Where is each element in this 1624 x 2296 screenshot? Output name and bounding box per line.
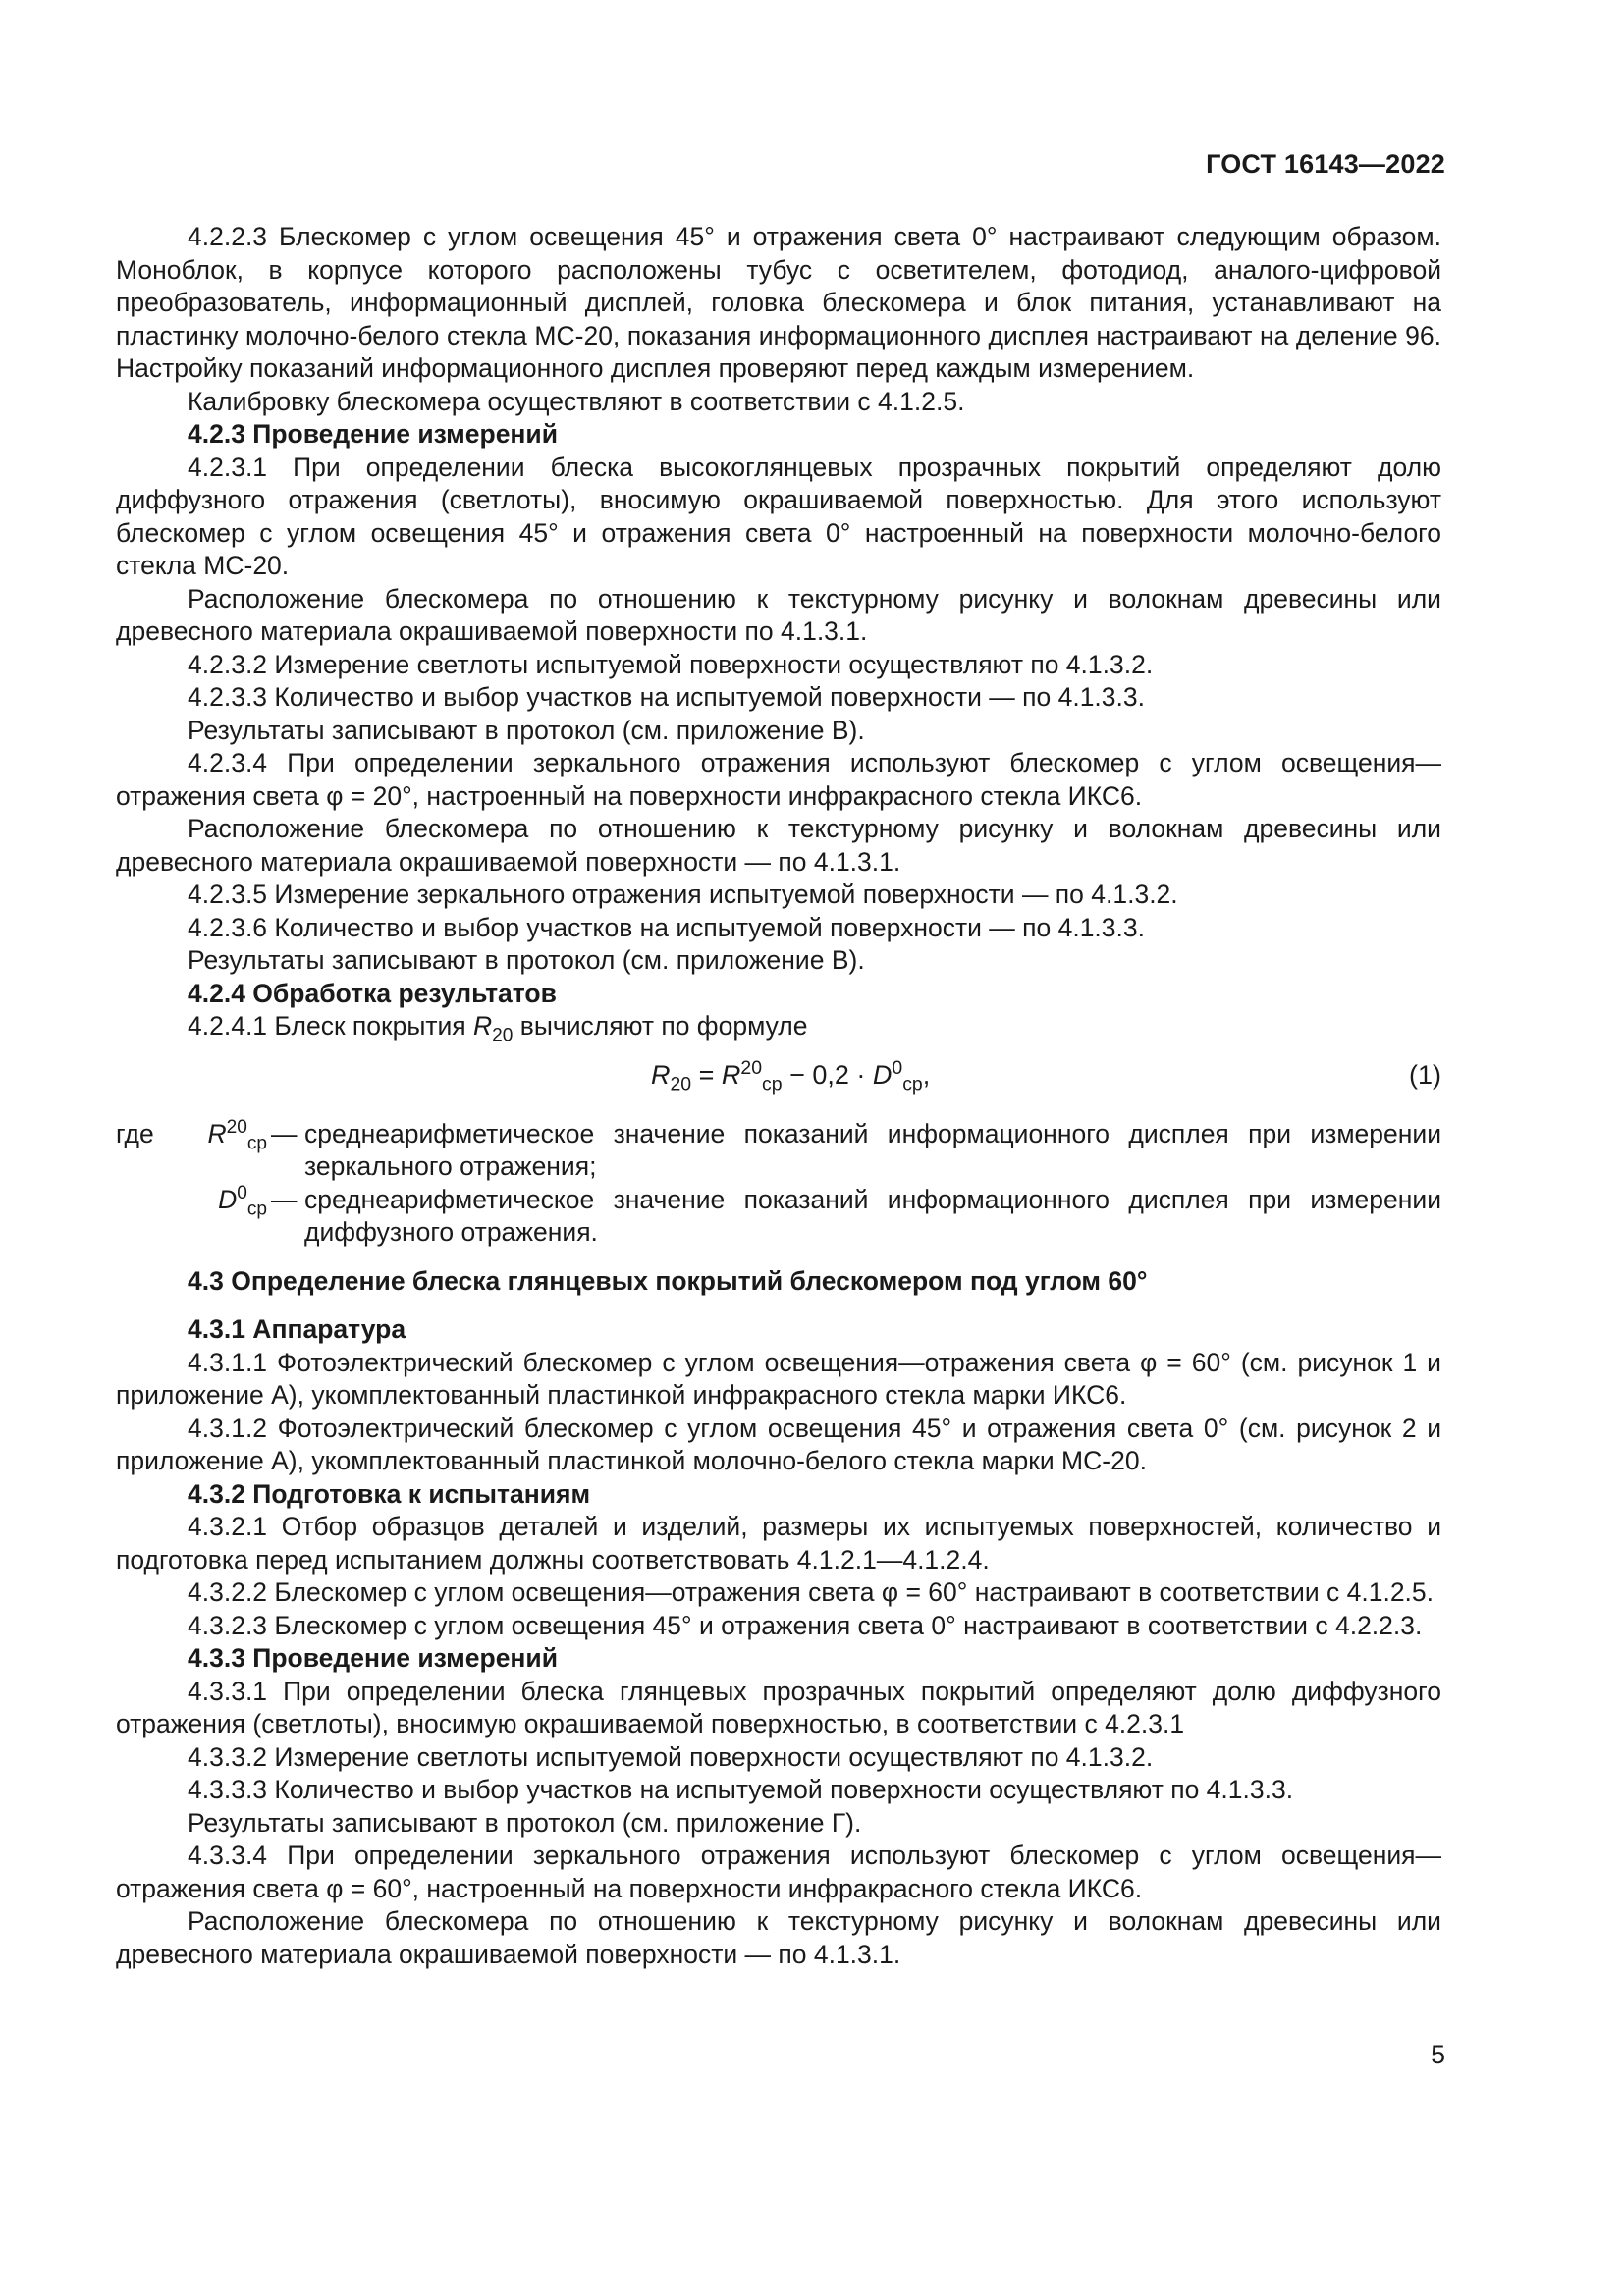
document-body xyxy=(116,221,1441,1971)
paragraph: 4.2.3.1 При определении блеска высокоглянцевых прозрачных покрытий определяют долю диффузного отражения (светлоты), вносимую окрашиваемой поверхностью. Для этого используют блескомер с углом освещения 45° и отражения света 0° настроенный на поверхности молочно-белого стекла МС-20. xyxy=(116,452,1441,580)
paragraph: 4.3.2.2 Блескомер с углом освещения—отражения света φ = 60° настраивают в соответствии с 4.1.2.5. xyxy=(188,1577,1435,1607)
paragraph: 4.3.2.1 Отбор образцов деталей и изделий, размеры их испытуемых поверхностей, количество и подготовка перед испытанием должны соответствовать 4.1.2.1—4.1.2.4. xyxy=(116,1512,1441,1575)
paragraph: Расположение блескомера по отношению к текстурному рисунку и волокнам древесины или древесного материала окрашиваемой поверхности — по 4.1.3.1. xyxy=(116,814,1441,877)
legend-text: среднеарифметическое значение показаний информационного дисплея при измерении зеркального отражения; xyxy=(304,1118,1441,1181)
legend-row xyxy=(116,1118,1441,1184)
paragraph: Результаты записывают в протокол (см. приложение Г). xyxy=(188,1807,862,1838)
paragraph: 4.3.3.1 При определении блеска глянцевых прозрачных покрытий определяют долю диффузного отражения (светлоты), вносимую окрашиваемой поверхностью, в соответствии с 4.2.3.1 xyxy=(116,1676,1441,1738)
subsection-heading: 4.2.4 Обработка результатов xyxy=(188,978,557,1008)
subsection-heading: 4.2.3 Проведение измерений xyxy=(188,419,559,449)
formula: $R_{20} = R^{20}_{ср} - 0,2 \cdot D^0_{ср}$, xyxy=(651,1056,931,1095)
subsection-heading: 4.3.3 Проведение измерений xyxy=(188,1643,559,1673)
paragraph: Расположение блескомера по отношению к текстурному рисунку и волокнам древесины или древесного материала окрашиваемой поверхности — по 4.1.3.1. xyxy=(116,1906,1441,1969)
paragraph: 4.2.2.3 Блескомер с углом освещения 45° и отражения света 0° настраивают следующим образом. Моноблок, в корпусе которого расположены тубус с осветителем, фотодиод, аналого-цифровой преобразователь, информационный дисплей, головка блескомера и блок питания, устанавливают на пластинку молочно-белого стекла МС-20, показания информационного дисплея настраивают на деление 96. Настройку показаний информационного дисплея проверяют перед каждым измерением. xyxy=(116,222,1441,383)
legend-symbol: $R^{20}_{ср}$ xyxy=(207,1116,267,1153)
paragraph: Расположение блескомера по отношению к текстурному рисунку и волокнам древесины или древесного материала окрашиваемой поверхности по 4.1.3.1. xyxy=(116,583,1441,646)
paragraph: 4.3.2.3 Блескомер с углом освещения 45° и отражения света 0° настраивают в соответствии с 4.2.2.3. xyxy=(188,1610,1423,1640)
legend-symbol: $D^0_{ср}$ xyxy=(218,1182,267,1219)
legend-row xyxy=(116,1184,1441,1250)
paragraph: 4.2.3.6 Количество и выбор участков на испытуемой поверхности — по 4.1.3.3. xyxy=(188,912,1146,942)
where-legend xyxy=(116,1118,1441,1250)
legend-dash: — xyxy=(271,1184,298,1214)
paragraph: 4.2.3.2 Измерение светлоты испытуемой поверхности осуществляют по 4.1.3.2. xyxy=(188,649,1154,679)
paragraph: Калибровку блескомера осуществляют в соответствии с 4.1.2.5. xyxy=(188,386,965,416)
paragraph: 4.2.3.4 При определении зеркального отражения используют блескомер с углом освещения—отражения света φ = 20°, настроенный на поверхности инфракрасного стекла ИКС6. xyxy=(116,748,1441,811)
subsection-heading: 4.3.2 Подготовка к испытаниям xyxy=(188,1478,591,1509)
legend-text: среднеарифметическое значение показаний информационного дисплея при измерении диффузного отражения. xyxy=(304,1184,1441,1247)
subsection-heading: 4.3.1 Аппаратура xyxy=(188,1314,406,1344)
paragraph: 4.3.1.1 Фотоэлектрический блескомер с углом освещения—отражения света φ = 60° (см. рисунок 1 и приложение А), укомплектованный пластинкой инфракрасного стекла марки ИКС6. xyxy=(116,1347,1441,1410)
paragraph: 4.3.3.2 Измерение светлоты испытуемой поверхности осуществляют по 4.1.3.2. xyxy=(188,1741,1154,1772)
paragraph: 4.3.3.3 Количество и выбор участков на испытуемой поверхности осуществляют по 4.1.3.3. xyxy=(188,1775,1294,1804)
paragraph: 4.3.3.4 При определении зеркального отражения используют блескомер с углом освещения—отражения света φ = 60°, настроенный на поверхности инфракрасного стекла ИКС6. xyxy=(116,1841,1441,1903)
paragraph: 4.2.3.3 Количество и выбор участков на испытуемой поверхности — по 4.1.3.3. xyxy=(188,682,1146,712)
formula-block xyxy=(116,1051,1441,1110)
where-word: где xyxy=(116,1118,154,1148)
standard-code: ГОСТ 16143—2022 xyxy=(1206,149,1445,179)
paragraph: Результаты записывают в протокол (см. приложение В). xyxy=(188,945,865,975)
paragraph: Результаты записывают в протокол (см. приложение В). xyxy=(188,715,865,745)
section-heading: 4.3 Определение блеска глянцевых покрытий блескомером под углом 60° xyxy=(188,1265,1148,1296)
paragraph: 4.2.3.5 Измерение зеркального отражения испытуемой поверхности — по 4.1.3.2. xyxy=(188,880,1178,909)
page-number: 5 xyxy=(1431,2040,1445,2069)
formula-intro: 4.2.4.1 Блеск покрытия $R_{20}$ вычисляют по формуле xyxy=(188,1011,808,1046)
legend-dash: — xyxy=(271,1118,298,1148)
paragraph: 4.3.1.2 Фотоэлектрический блескомер с углом освещения 45° и отражения света 0° (см. рисунок 2 и приложение А), укомплектованный пластинкой молочно-белого стекла марки МС-20. xyxy=(116,1413,1441,1475)
formula-number: (1) xyxy=(1409,1059,1441,1090)
